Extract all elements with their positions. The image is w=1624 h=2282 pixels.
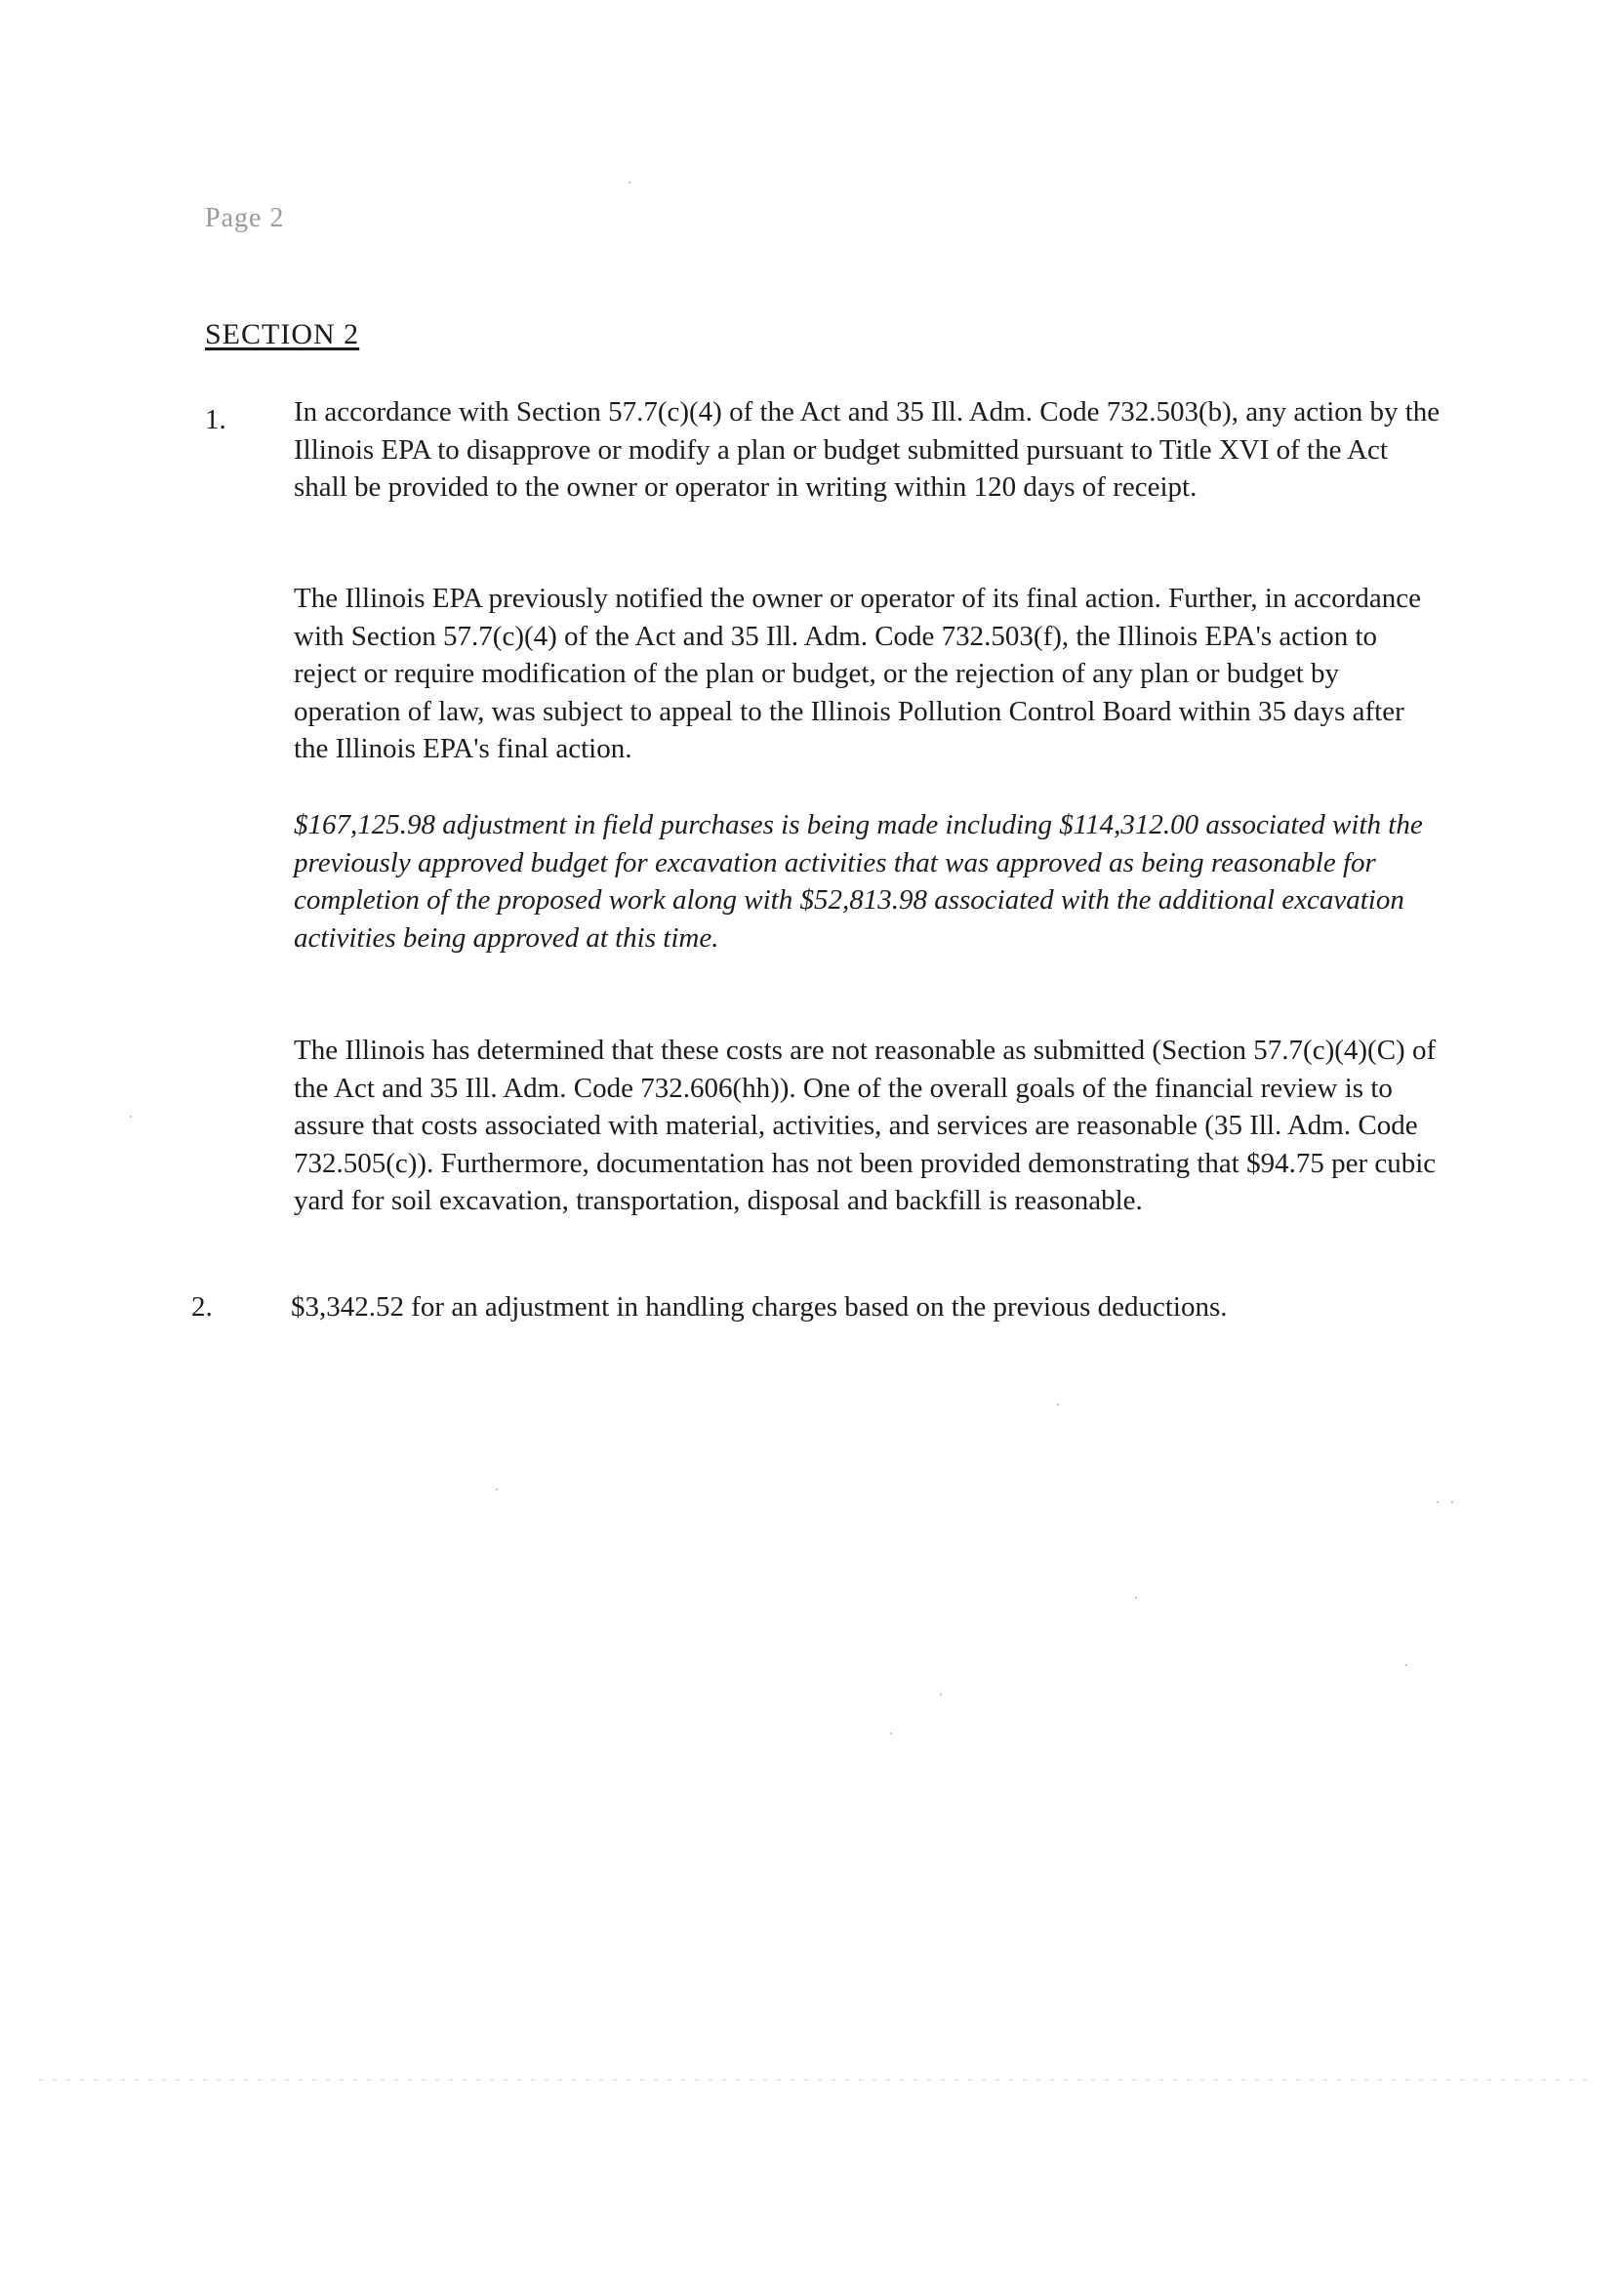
section-heading: SECTION 2 — [205, 318, 360, 350]
item-number: 2. — [191, 1291, 213, 1323]
item-1-paragraph-4: The Illinois has determined that these costs are not reasonable as submitted (Section 57.7(c)(4)(C) of the Act and 35 Ill. Adm. Code 732.606(hh)). One of the overall goals of the financial review is to assure that costs associated with material, activities, and services are reasonable (35 Ill. Adm. Code 732.505(c)). Furthermore, documentation has not been provided demonstrating that $94.75 per cubic yard for soil excavation, transportation, disposal and backfill is reasonable. — [294, 1035, 1437, 1216]
item-number: 1. — [205, 404, 226, 435]
item-1-paragraph-3-italic: $167,125.98 adjustment in field purchases is being made including $114,312.00 associated with the previously approved budget for excavation activities that was approved as being reasonable for completion of the proposed work along with $52,813.98 associated with the additional excavation activities being approved at this time. — [294, 809, 1423, 954]
scan-speck — [1451, 1501, 1453, 1503]
scan-speck — [1437, 1501, 1439, 1503]
item-1-paragraph-2: The Illinois EPA previously notified the owner or operator of its final action. Further, in accordance with Section 57.7(c)(4) of the Act and 35 Ill. Adm. Code 732.503(f), the Illinois EPA's action to reject or require modification of the plan or budget, or the rejection of any plan or budget by operation of law, was subject to appeal to the Illinois Pollution Control Board within 35 days after the Illinois EPA's final action. — [294, 583, 1422, 764]
page-label: Page 2 — [205, 203, 285, 233]
scan-speck — [1405, 1664, 1407, 1666]
scan-speck — [1135, 1597, 1137, 1599]
item-1-paragraph-1: In accordance with Section 57.7(c)(4) of the Act and 35 Ill. Adm. Code 732.503(b), any action by the Illinois EPA to disapprove or modify a plan or budget submitted pursuant to Title XVI of the Act shall be provided to the owner or operator in writing within 120 days of receipt. — [294, 396, 1441, 503]
scan-speck — [496, 1488, 498, 1490]
item-2-paragraph-1: $3,342.52 for an adjustment in handling charges based on the previous deductions. — [291, 1291, 1228, 1323]
scan-speck — [940, 1693, 942, 1695]
scan-noise-line — [39, 2079, 1591, 2081]
scan-speck — [629, 182, 630, 183]
scan-speck — [890, 1732, 892, 1734]
scan-speck — [1057, 1404, 1059, 1406]
scan-speck — [130, 1116, 132, 1118]
